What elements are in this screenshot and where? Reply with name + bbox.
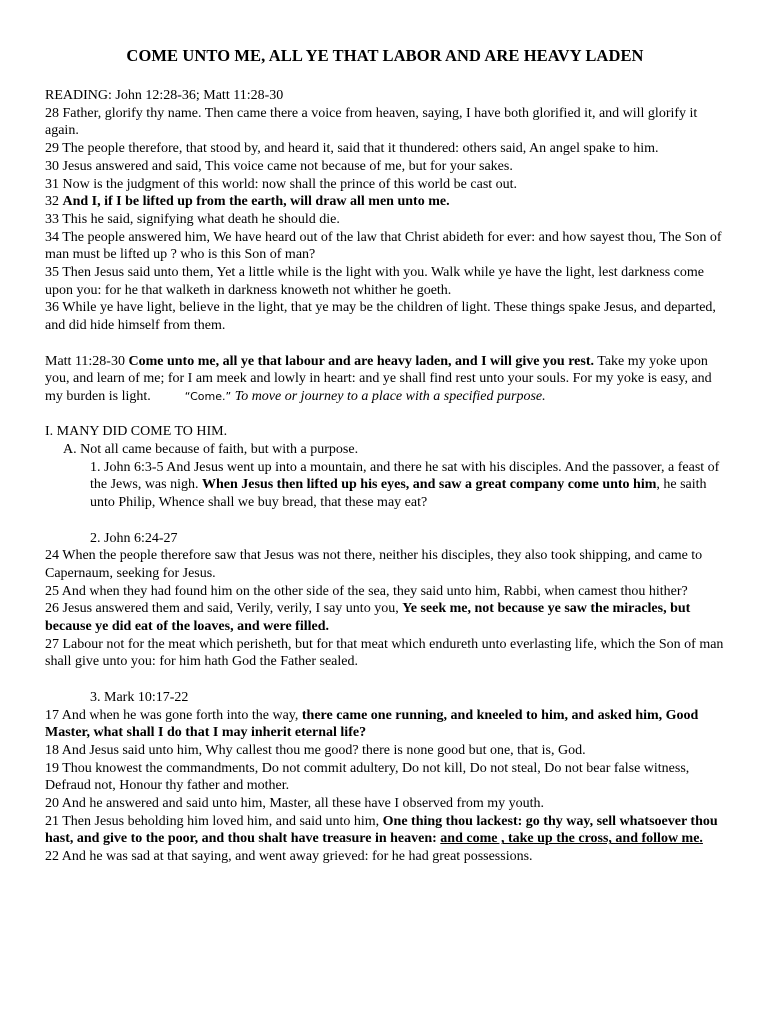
outline-point-3-heading: 3. Mark 10:17-22 (90, 689, 189, 705)
outline-point-2-heading: 2. John 6:24-27 (90, 530, 178, 546)
document-title: COME UNTO ME, ALL YE THAT LABOR AND ARE HEAVY LADEN (126, 46, 644, 65)
definition-word: “Come.” (184, 389, 232, 403)
verse-mark-10-20: 20 And he answered and said unto him, Master, all these have I observed from my youth. (45, 796, 545, 812)
point-1-bold-text: When Jesus then lifted up his eyes, and saw a great company come unto him (202, 477, 657, 493)
verse-mark-10-22: 22 And he was sad at that saying, and went away grieved: for he had great possessions. (45, 849, 533, 865)
point-1-end-text: , he saith unto Philip, Whence shall we buy bread, that these may eat? (90, 477, 707, 511)
spacer (45, 406, 725, 424)
verse-mark-10-17 (45, 707, 725, 742)
verse-mark-10-21 (45, 813, 725, 848)
document-page (45, 46, 725, 866)
verse-john-12-30: 30 Jesus answered and said, This voice came not because of me, but for your sakes. (45, 158, 513, 174)
spacer (45, 335, 725, 353)
verse-mark-10-19: 19 Thou knowest the commandments, Do not commit adultery, Do not kill, Do not steal, Do not bear false witness, Defraud not, Honour thy father and mother. (45, 760, 690, 794)
matt-rest-text: Take my yoke upon you, and learn of me; for I am meek and lowly in heart: and ye shall find rest unto your souls. For my yoke is easy, and my burden is light. (45, 353, 712, 404)
point-1-text: 1. John 6:3-5 And Jesus went up into a mountain, and there he sat with his disciples. And the passover, a feast of the Jews, was nigh. (90, 459, 720, 493)
matt-reference: Matt 11:28-30 (45, 353, 129, 369)
verse-john-12-35: 35 Then Jesus said unto them, Yet a little while is the light with you. Walk while ye have the light, lest darkness come upon you: for he that walketh in darkness knoweth not whither he goeth. (45, 265, 704, 298)
verse-text: 21 Then Jesus beholding him loved him, and said unto him, (45, 813, 383, 829)
verse-bold-text: Ye seek me, not because ye saw the miracles, but because ye did eat of the loaves, and were filled. (45, 601, 691, 635)
verse-john-12-28: 28 Father, glorify thy name. Then came there a voice from heaven, saying, I have both glorified it, and will glorify it again. (45, 105, 698, 139)
verse-bold-text: One thing thou lackest: go thy way, sell whatsoever thou hast, and give to the poor, and thou shalt have treasure in heaven: (45, 813, 718, 847)
verse-john-6-26 (45, 600, 725, 635)
verse-john-6-24: 24 When the people therefore saw that Jesus was not there, neither his disciples, they also took shipping, and came to Capernaum, seeking for Jesus. (45, 548, 703, 581)
outline-point-a: A. Not all came because of faith, but with a purpose. (63, 442, 359, 458)
verse-john-12-33: 33 This he said, signifying what death he should die. (45, 211, 340, 227)
verse-john-12-34: 34 The people answered him, We have heard out of the law that Christ abideth for ever: and how sayest thou, The Son of man must be lifted up ? who is this Son of man? (45, 229, 722, 263)
matt-11-paragraph (45, 353, 725, 406)
verse-john-6-25: 25 And when they had found him on the other side of the sea, they said unto him, Rabbi, when camest thou hither? (45, 583, 688, 599)
verse-mark-10-18: 18 And Jesus said unto him, Why callest thou me good? there is none good but one, that is, God. (45, 742, 586, 758)
outline-heading: I. MANY DID COME TO HIM. (45, 424, 228, 440)
spacer (45, 671, 725, 689)
verse-number: 32 (45, 194, 63, 210)
definition-text: To move or journey to a place with a specified purpose. (231, 388, 546, 404)
verse-john-12-31: 31 Now is the judgment of this world: now shall the prince of this world be cast out. (45, 176, 518, 192)
matt-bold-text: Come unto me, all ye that labour and are heavy laden, and I will give you rest. (128, 353, 595, 369)
verse-john-12-36: 36 While ye have light, believe in the light, that ye may be the children of light. These things spake Jesus, and departed, and did hide himself from them. (45, 300, 716, 334)
verse-underlined-text: and come , take up the cross, and follow me. (440, 831, 703, 847)
verse-john-12-32 (45, 193, 725, 211)
verse-john-6-27: 27 Labour not for the meat which perisheth, but for that meat which endureth unto everlasting life, which the Son of man shall give unto you: for him hath God the Father sealed. (45, 636, 724, 670)
verse-bold-text: And I, if I be lifted up from the earth, will draw all men unto me. (62, 194, 450, 210)
verse-bold-text: there came one running, and kneeled to him, and asked him, Good Master, what shall I do that I may inherit eternal life? (45, 707, 699, 741)
verse-text: 17 And when he was gone forth into the way, (45, 707, 302, 723)
outline-point-1 (45, 459, 725, 512)
verse-john-12-29: 29 The people therefore, that stood by, and heard it, said that it thundered: others said, An angel spake to him. (45, 141, 659, 157)
verse-text: 26 Jesus answered them and said, Verily, verily, I say unto you, (45, 601, 403, 617)
spacer (45, 512, 725, 530)
reading-reference: READING: John 12:28-36; Matt 11:28-30 (45, 88, 284, 103)
